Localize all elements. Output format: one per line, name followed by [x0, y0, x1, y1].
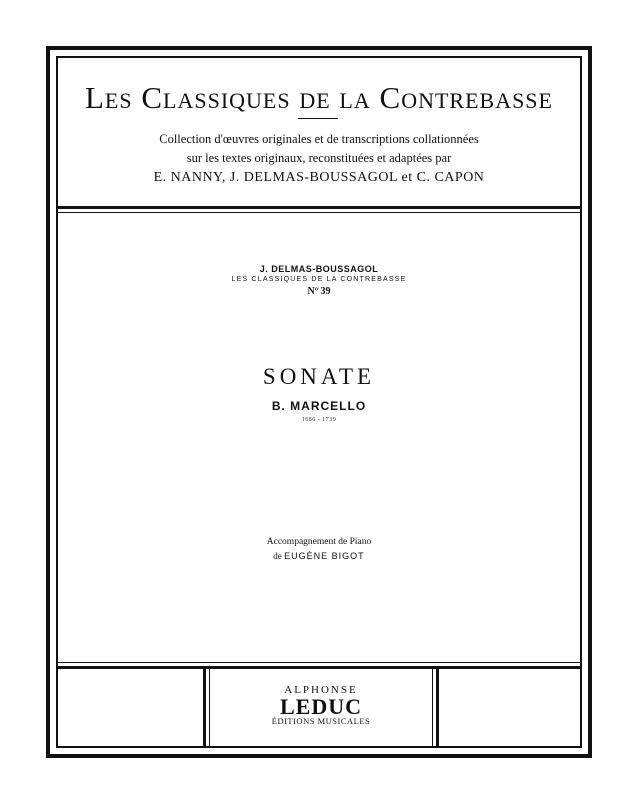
accompaniment-line: Accompagnement de Piano	[266, 537, 372, 547]
footer-right-divider	[436, 669, 439, 748]
collection-line-2: sur les textes originaux, reconstituées et adaptées par	[186, 151, 452, 165]
arranger-name: EUGÈNE BIGOT	[284, 551, 365, 561]
arranger-line	[56, 551, 582, 562]
composer-dates: 1686 - 1739	[301, 417, 337, 423]
collection-description	[56, 130, 582, 187]
header-divider-thin	[58, 212, 580, 213]
header-divider	[58, 206, 580, 209]
series-number: Nº 39	[307, 286, 331, 297]
editors-line: E. NANNY, J. DELMAS-BOUSSAGOL et C. CAPON	[153, 170, 485, 185]
arranger-prefix: de	[273, 551, 282, 561]
title-underline	[298, 118, 338, 119]
publisher-line-3: ÉDITIONS MUSICALES	[271, 716, 371, 726]
publisher-line-1: ALPHONSE	[284, 684, 358, 696]
collection-line-1: Collection d'œuvres originales et de transcriptions collationnées	[159, 132, 479, 146]
series-name: LES CLASSIQUES DE LA CONTREBASSE	[231, 276, 407, 283]
composer-name: B. MARCELLO	[271, 399, 367, 413]
footer-divider-thin	[58, 662, 580, 663]
footer-divider	[58, 666, 580, 669]
publisher-name: LEDUC	[279, 694, 362, 719]
work-title: SONATE	[262, 364, 376, 389]
series-title: Les Classiques de la Contrebasse	[85, 80, 553, 115]
series-author: J. DELMAS-BOUSSAGOL	[259, 264, 379, 274]
